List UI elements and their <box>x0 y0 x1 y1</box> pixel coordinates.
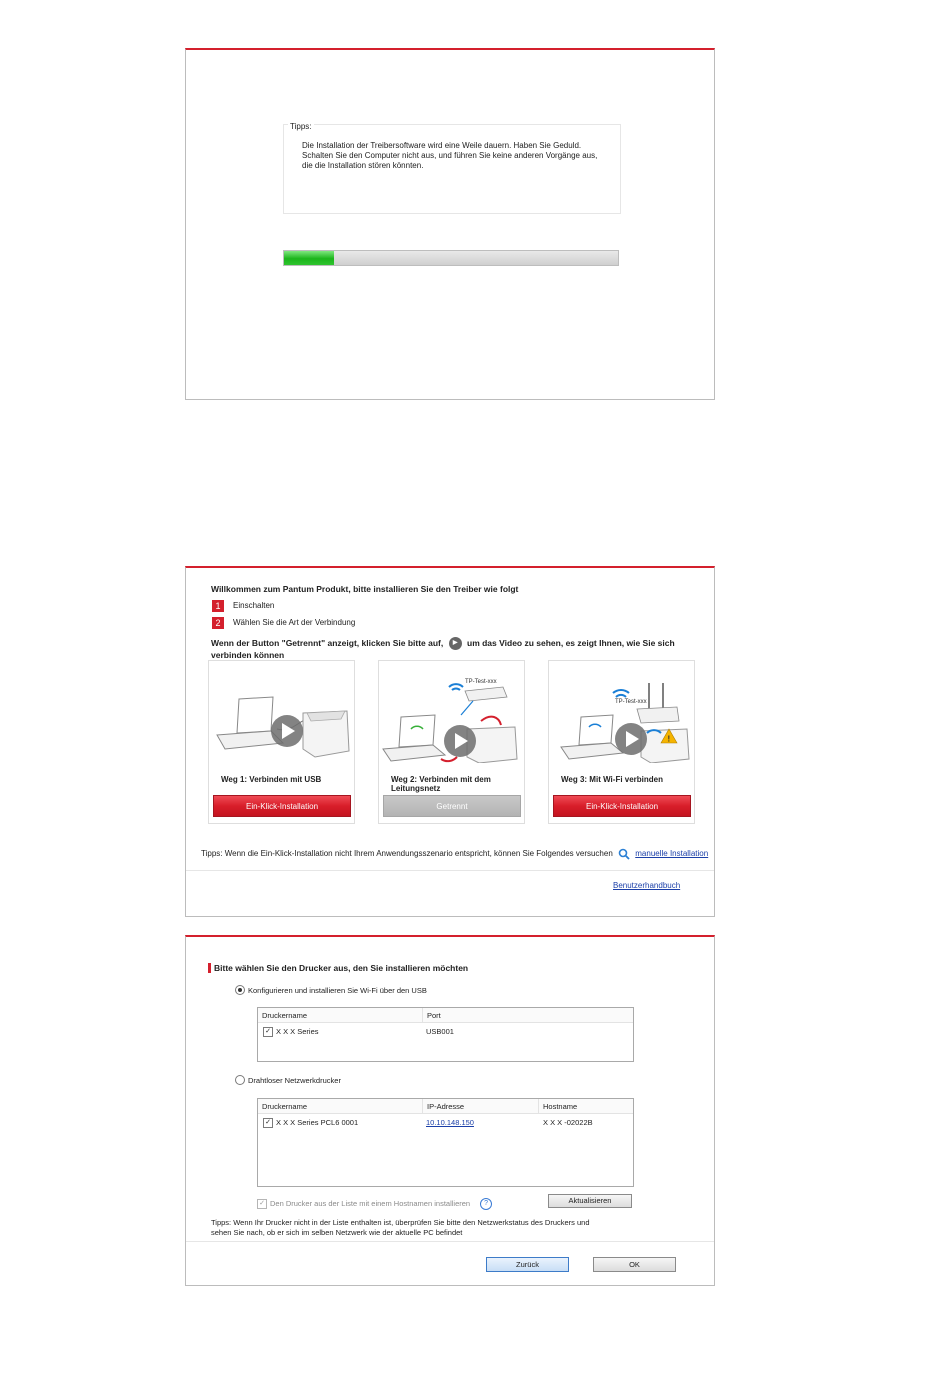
card-wifi <box>548 660 695 824</box>
tips-line: sehen Sie nach, ob er sich im selben Netzwerk wie der aktuelle PC befindet <box>211 1228 463 1237</box>
hostname-install-option[interactable] <box>257 1198 492 1210</box>
step-label: Einschalten <box>233 601 275 610</box>
usb-printer-table <box>257 1007 634 1062</box>
column-header: Druckername <box>258 1008 422 1023</box>
tips-line: Die Installation der Treibersoftware wird eine Weile dauern. Haben Sie Geduld. <box>302 141 582 150</box>
option-label: Den Drucker aus der Liste mit einem Hostnamen installieren <box>270 1198 471 1208</box>
usb-connection-illustration <box>211 669 352 763</box>
network-printer-table <box>257 1098 634 1187</box>
tips-row <box>201 848 708 860</box>
progress-fill <box>284 251 334 265</box>
tips-text <box>211 1218 701 1238</box>
divider <box>186 1241 714 1242</box>
printer-name: X X X Series <box>276 1027 319 1036</box>
wireless-option[interactable] <box>235 1075 341 1085</box>
card-title: Weg 2: Verbinden mit dem Leitungsnetz <box>391 775 491 793</box>
manual-install-link[interactable]: manuelle Installation <box>635 849 709 859</box>
column-header: Hostname <box>538 1099 633 1114</box>
wifi-connection-illustration <box>551 669 692 763</box>
wireless-radio[interactable] <box>235 1075 245 1085</box>
welcome-title: Willkommen zum Pantum Produkt, bitte installieren Sie den Treiber wie folgt <box>211 584 519 594</box>
divider <box>186 870 714 871</box>
user-manual-link[interactable]: Benutzerhandbuch <box>613 881 681 890</box>
column-header: Port <box>422 1008 633 1023</box>
step-number: 2 <box>212 617 224 629</box>
svg-text:!: ! <box>667 734 671 744</box>
step-number: 1 <box>212 600 224 612</box>
printer-port: USB001 <box>426 1027 454 1036</box>
card-title: Weg 1: Verbinden mit USB <box>221 775 322 784</box>
tips-line: Tipps: Wenn Ihr Drucker nicht in der Liste enthalten ist, überprüfen Sie bitte den Netzwerkstatus des Druckers und <box>211 1218 590 1227</box>
hostname-checkbox[interactable]: ✓ <box>257 1199 267 1209</box>
install-progress-bar <box>283 250 619 266</box>
wifi-icon <box>449 684 463 690</box>
tips-line: die die Installation stören könnten. <box>302 161 424 170</box>
disconnected-button[interactable]: Getrennt <box>383 795 521 817</box>
refresh-button[interactable]: Aktualisieren <box>548 1194 632 1208</box>
connection-type-window <box>185 566 715 917</box>
select-printer-title: Bitte wählen Sie den Drucker aus, den Sie installieren möchten <box>214 963 469 973</box>
step-2 <box>212 617 355 629</box>
play-video-icon[interactable] <box>444 725 476 757</box>
wifi-icon <box>613 690 629 697</box>
title-accent-bar <box>208 963 211 973</box>
card-title: Weg 3: Mit Wi-Fi verbinden <box>561 775 664 784</box>
search-icon <box>618 848 630 860</box>
back-button[interactable]: Zurück <box>486 1257 569 1272</box>
wired-connection-illustration <box>381 669 522 763</box>
card-usb <box>208 660 355 824</box>
ssid-label: TP-Test-xxx <box>615 699 647 705</box>
tips-text: Tipps: Wenn die Ein-Klick-Installation nicht Ihrem Anwendungsszenario entspricht, können Sie Folgendes versuchen <box>201 849 613 859</box>
table-row[interactable] <box>263 1026 319 1037</box>
tips-line: Schalten Sie den Computer nicht aus, und führen Sie keine anderen Vorgänge aus, <box>302 151 598 160</box>
play-video-icon[interactable] <box>271 715 303 747</box>
printer-selection-window <box>185 935 715 1286</box>
install-progress-window <box>185 48 715 400</box>
intro-text: Wenn der Button "Getrennt" anzeigt, klicken Sie bitte auf, <box>211 637 444 648</box>
ssid-label: TP-Test-xxx <box>465 679 497 685</box>
one-click-install-wifi-button[interactable]: Ein-Klick-Installation <box>553 795 691 817</box>
table-row[interactable] <box>263 1117 358 1128</box>
card-wired <box>378 660 525 824</box>
video-instructions <box>211 637 691 660</box>
step-label: Wählen Sie die Art der Verbindung <box>233 618 356 627</box>
printer-checkbox[interactable]: ✓ <box>263 1118 273 1128</box>
ok-button[interactable]: OK <box>593 1257 676 1272</box>
column-header: Druckername <box>258 1099 422 1114</box>
ip-address-link[interactable]: 10.10.148.150 <box>426 1118 474 1127</box>
option-label: Drahtloser Netzwerkdrucker <box>248 1075 341 1085</box>
one-click-install-usb-button[interactable]: Ein-Klick-Installation <box>213 795 351 817</box>
tips-title: Tipps: <box>290 122 312 131</box>
intro-text: um das Video zu sehen, es zeigt Ihnen, wie Sie sich verbinden können <box>211 637 675 660</box>
tips-text <box>302 141 612 171</box>
tips-box <box>283 124 621 214</box>
printer-checkbox[interactable]: ✓ <box>263 1027 273 1037</box>
usb-wifi-option[interactable] <box>235 985 427 995</box>
column-header: IP-Adresse <box>422 1099 538 1114</box>
usb-wifi-radio[interactable] <box>235 985 245 995</box>
play-icon: ▶ <box>449 637 462 650</box>
help-icon[interactable]: ? <box>480 1198 492 1210</box>
step-1 <box>212 600 274 612</box>
option-label: Konfigurieren und installieren Sie Wi-Fi über den USB <box>248 985 427 995</box>
hostname: X X X -02022B <box>543 1118 593 1127</box>
printer-name: X X X Series PCL6 0001 <box>276 1118 359 1127</box>
play-video-icon[interactable] <box>615 723 647 755</box>
